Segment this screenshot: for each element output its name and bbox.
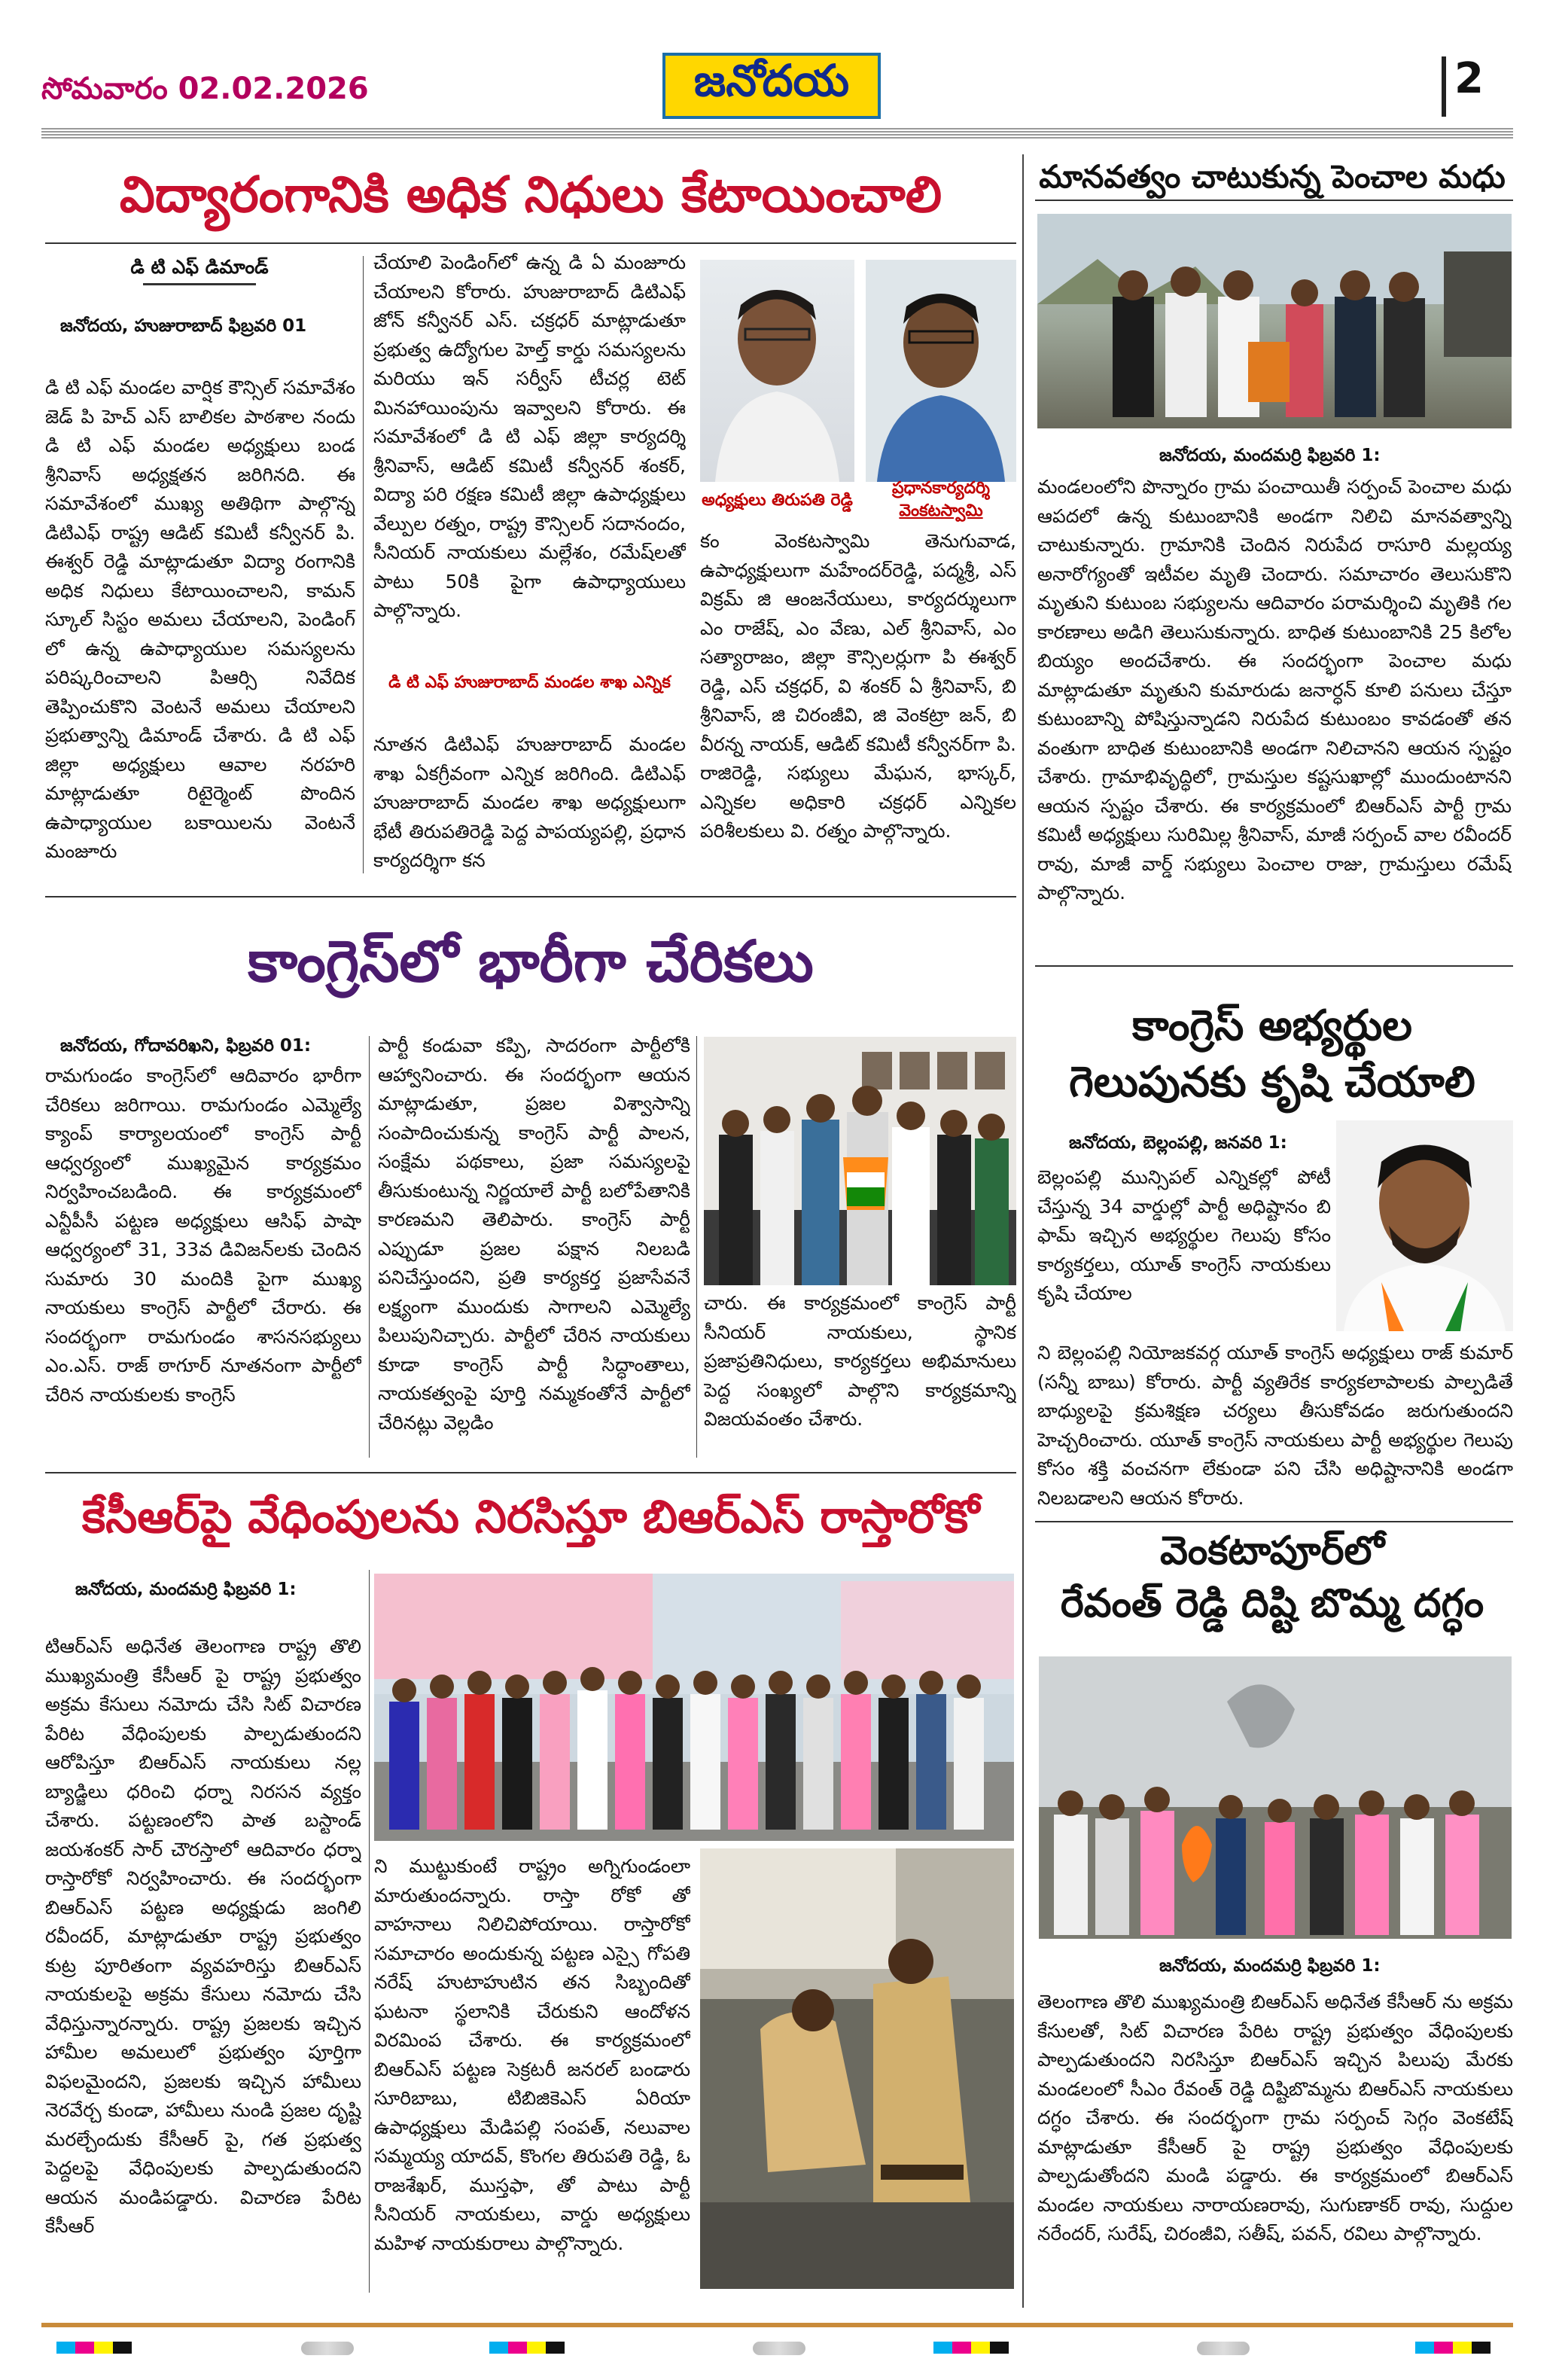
article4-portrait: [1336, 1120, 1513, 1331]
article3-headline: కాంగ్రెస్‌లో భారీగా చేరికలు: [248, 928, 814, 995]
article4-dateline: జనోదయ, బెల్లంపల్లి, జనవరి 1:: [1069, 1133, 1287, 1153]
col-rule: [363, 256, 364, 873]
column-divider: [1022, 154, 1024, 2308]
article5-dateline: జనోదయ, మందమర్రి ఫిబ్రవరి 1:: [75, 1580, 297, 1599]
col-rule: [696, 1036, 697, 1458]
registration-marks: [489, 2342, 565, 2354]
article1-headline: విద్యారంగానికి అధిక నిధులు కేటాయించాలి: [119, 166, 942, 224]
article6-dateline: జనోదయ, మందమర్రి ఫిబ్రవరి 1:: [1159, 1956, 1381, 1976]
portrait-secretary: [866, 260, 1016, 482]
registration-marks: [56, 2342, 132, 2354]
article1-col2: చేయాలి పెండింగ్‌లో ఉన్న డి ఏ మంజూరు చేయాలని కోరారు. హుజురాబాద్ డిటిఎఫ్ జోన్ కన్వీనర్ ఎస్. చక్రధర్ మాట్లాడుతూ ప్రభుత్వ ఉద్యోగుల హెల్త్ కార్డు సమస్యలను మరియు ఇన్ సర్వీస్ టీచర్ల టెట్ మినహాయింపును ఇవ్వాలని కోరారు. ఈ సమావేశంలో డి టి ఎఫ్ జిల్లా కార్యదర్శి శ్రీనివాస్, ఆడిట్ కమిటీ కన్వీనర్ శంకర్, విద్యా పరి రక్షణ కమిటీ జిల్లా ఉపాధ్యక్షులు వేల్పుల రత్నం, రాష్ట్ర కౌన్సిలర్ సదానందం, సీనియర్ నాయకులు మల్లేశం, రమేష్‌లతో పాటు 50కి పైగా ఉపాధ్యాయులు పాల్గొన్నారు.: [373, 251, 686, 621]
article1-col2b: నూతన డిటిఎఫ్ హుజురాబాద్ మండల శాఖ ఏకగ్రీవంగా ఎన్నిక జరిగింది. డిటిఎఫ్ హుజురాబాద్ మండల శాఖ అధ్యక్షులుగా భేటీ తిరుపతిరెడ్డి పెద్ద పాపయ్యపల్లి, ప్రధాన కార్యదర్శిగా కన: [373, 733, 686, 871]
article5-photo-group: [374, 1574, 1014, 1841]
page-number-divider: [1442, 56, 1446, 117]
page-number: 2: [1454, 54, 1484, 103]
article1-kicker: డి టి ఎఫ్ డిమాండ్: [130, 256, 269, 278]
article1-subhead: డి టి ఎఫ్ హుజురాబాద్ మండల శాఖ ఎన్నిక: [388, 673, 671, 692]
portrait-president: [700, 260, 854, 482]
article2-rule: [1035, 200, 1513, 201]
article1-col3: కం వెంకటస్వామి తెనుగువాడ, ఉపాధ్యక్షులుగా మహేందర్‌రెడ్డి, పద్మశ్రీ, ఎస్ విక్రమ్ జి ఆంజనేయులు, కార్యదర్శులుగా ఎం రాజేష్, ఎం వేణు, ఎల్ శ్రీనివాస్, ఎం సత్యారాజం, జిల్లా కౌన్సిలర్లుగా పి ఈశ్వర్ రెడ్డి, ఎస్ చక్రధర్, వి శంకర్ ఏ శ్రీనివాస్, బి శ్రీనివాస్, జి చిరంజీవి, జి వెంకట్రా జన్, బి వీరన్న నాయక్, ఆడిట్ కమిటీ కన్వీనర్‌గా పి. రాజిరెడ్డి, సభ్యులు మేఘన, భాస్కర్, ఎన్నికల అధికారి చక్రధర్ ఎన్నికల పరిశీలకులు వి. రత్నం పాల్గొన్నారు.: [700, 530, 1016, 842]
footer-rule: [41, 2323, 1513, 2327]
caption-president: అధ్యక్షులు తిరుపతి రెడ్డి: [702, 491, 853, 510]
header-date: సోమవారం 02.02.2026: [41, 72, 369, 106]
article5-photo-police: [700, 1848, 1014, 2289]
article6-photo: [1039, 1656, 1512, 1939]
registration-marks: [1415, 2342, 1491, 2354]
article3-col2: పార్టీ కండువా కప్పి, సాదరంగా పార్టీలోకి ఆహ్వానించారు. ఈ సందర్భంగా ఆయన మాట్లాడుతూ, ప్రజల విశ్వాసాన్ని సంపాదించుకున్న కాంగ్రెస్ పార్టీ పాలన, సంక్షేమ పథకాలు, ప్రజా సమస్యలపై తీసుకుంటున్న నిర్ణయాలే పార్టీ బలోపేతానికి కారణమని తెలిపారు. కాంగ్రెస్ పార్టీ ఎప్పుడూ ప్రజల పక్షాన నిలబడి పనిచేస్తుందని, ప్రతి కార్యకర్త ప్రజాసేవనే లక్ష్యంగా ముందుకు సాగాలని ఎమ్మెల్యే పిలుపునిచ్చారు. పార్టీలో చేరిన నాయకులు కూడా కాంగ్రెస్ పార్టీ సిద్ధాంతాలు, నాయకత్వంపై పూర్తి నమ్మకంతోనే పార్టీలో చేరినట్లు వెల్లడిం: [378, 1035, 690, 1434]
registration-marks: [933, 2342, 1009, 2354]
article6-headline-1: వెంకటాపూర్‌లో: [1159, 1528, 1385, 1574]
registration-pill: [753, 2342, 805, 2355]
article6-top-rule: [1035, 1521, 1513, 1522]
caption-secretary-name-wrap: [866, 501, 1016, 524]
article6-headline-2: రేవంత్ రెడ్డి దిష్టి బొమ్మ దగ్ధం: [1060, 1581, 1484, 1626]
article5-col2: ని ముట్టుకుంటే రాష్ట్రం అగ్నిగుండంలా మారుతుందన్నారు. రాస్తా రోకో తో వాహనాలు నిలిచిపోయాయి. రాస్తారోకో సమాచారం అందుకున్న పట్టణ ఎస్సై గోపతి నరేష్ హుటాహుటిన తన సిబ్బందితో ఘటనా స్థలానికి చేరుకుని ఆందోళన విరమింప చేశారు. ఈ కార్యక్రమంలో బిఆర్ఎస్ పట్టణ సెక్రటరీ జనరల్ బండారు సూరిబాబు, టిబిజికెఎస్ ఏరియా ఉపాధ్యక్షులు మేడిపల్లి సంపత్, నలువాల సమ్మయ్య యాదవ్, కొంగల తిరుపతి రెడ్డి, ఓ రాజశేఖర్, ముస్తఫా, తో పాటు పార్టీ సీనియర్ నాయకులు, వార్డు అధ్యక్షులు మహిళ నాయకురాలు పాల్గొన్నారు.: [374, 1855, 690, 2254]
article2-dateline: జనోదయ, మందమర్రి ఫిబ్రవరి 1:: [1159, 446, 1381, 465]
header-rule: [41, 128, 1513, 139]
article5-headline: కేసీఆర్‌పై వేధింపులను నిరసిస్తూ బిఆర్ఎస్ రాస్తారోకో: [81, 1491, 980, 1543]
caption-secretary-name: వెంకటస్వామి: [899, 501, 983, 520]
article4-headline-2: గెలుపునకు కృషి చేయాలి: [1069, 1058, 1475, 1107]
section-rule-2: [45, 1472, 1016, 1473]
article1-col1: డి టి ఎఫ్ మండల వార్షిక కౌన్సిల్ సమావేశం జెడ్ పి హెచ్ ఎస్ బాలికల పాఠశాల నందు డి టి ఎఫ్ మండల అధ్యక్షులు బండ శ్రీనివాస్ అధ్యక్షతన జరిగినది. ఈ సమావేశంలో ముఖ్య అతిథిగా పాల్గొన్న డిటిఎఫ్ రాష్ట్ర ఆడిట్ కమిటీ కన్వీనర్ పి. ఈశ్వర్ రెడ్డి మాట్లాడుతూ విద్యా రంగానికి అధిక నిధులు కేటాయించాలని, కామన్ స్కూల్ సిస్టం అమలు చేయాలని, పెండింగ్ లో ఉన్న ఉపాధ్యాయుల సమస్యలను పరిష్కరించాలని పిఆర్సి నివేదిక తెప్పించుకొని వెంటనే అమలు చేయాలని ప్రభుత్వాన్ని డిమాండ్ చేశారు. డి టి ఎఫ్ జిల్లా అధ్యక్షులు ఆవాల నరహరి మాట్లాడుతూ రిటైర్మెంట్ పొందిన ఉపాధ్యాయుల బకాయిలను వెంటనే మంజూరు: [45, 376, 355, 862]
article4-body-bottom: ని బెల్లంపల్లి నియోజకవర్గ యూత్ కాంగ్రెస్ అధ్యక్షులు రాజ్ కుమార్ (సన్నీ బాబు) కోరారు. పార్టీ వ్యతిరేక కార్యకలాపాలకు పాల్పడితే బాధ్యులపై క్రమశిక్షణ చర్యలు తీసుకోవడం జరుగుతుందని హెచ్చరించారు. యూత్ కాంగ్రెస్ నాయకులు పార్టీ అభ్యర్థుల గెలుపు కోసం శక్తి వంచనగా లేకుండా పని చేసి అధిష్టానానికి అండగా నిలబడాలని ఆయన కోరారు.: [1037, 1342, 1513, 1509]
article4-body-top: బెల్లంపల్లి మున్సిపల్ ఎన్నికల్లో పోటీ చేస్తున్న 34 వార్డుల్లో పార్టీ అధిష్టానం బి ఫామ్ ఇచ్చిన అభ్యర్థుల గెలుపు కోసం కార్యకర్తలు, యూత్ కాంగ్రెస్ నాయకులు కృషి చేయాల: [1037, 1166, 1331, 1304]
article6-body: తెలంగాణ తొలి ముఖ్యమంత్రి బిఆర్ఎస్ అధినేత కేసీఆర్ ను అక్రమ కేసులతో, సిట్ విచారణ పేరిట రాష్ట్ర ప్రభుత్వం వేధింపులకు పాల్పడుతుందని నిరసిస్తూ బిఆర్ఎస్ ఇచ్చిన పిలుపు మేరకు మండలంలో సీఎం రేవంత్ రెడ్డి దిష్టిబొమ్మను బిఆర్ఎస్ నాయకులు దగ్ధం చేశారు. ఈ సందర్భంగా గ్రామ సర్పంచ్ సెగ్గం వెంకటేష్ మాట్లాడుతూ కేసీఆర్ పై రాష్ట్ర ప్రభుత్వం వేధింపులకు పాల్పడుతోందని మండి పడ్డారు. ఈ కార్యక్రమంలో బిఆర్ఎస్ మండల నాయకులు నారాయణరావు, సుగుణాకర్ రావు, సుద్దుల నరేందర్, సురేష్, చిరంజీవి, సతీష్, పవన్, రవిలు పాల్గొన్నారు.: [1037, 1991, 1513, 2244]
article2-headline: మానవత్వం చాటుకున్న పెంచాల మధు: [1039, 158, 1506, 195]
kicker-underline: [143, 283, 256, 285]
article3-col1: రామగుండం కాంగ్రెస్‌లో ఆదివారం భారీగా చేరికలు జరిగాయి. రామగుండం ఎమ్మెల్యే క్యాంప్ కార్యాలయంలో కాంగ్రెస్ పార్టీ ఆధ్వర్యంలో ముఖ్యమైన కార్యక్రమం నిర్వహించబడింది. ఈ కార్యక్రమంలో ఎన్టీపీసీ పట్టణ అధ్యక్షులు ఆసిఫ్ పాషా ఆధ్వర్యంలో 31, 33వ డివిజన్‌లకు చెందిన సుమారు 30 మందికి పైగా ముఖ్య నాయకులు కాంగ్రెస్ పార్టీలో చేరారు. ఈ సందర్భంగా రామగుండం శాసనసభ్యులు ఎం.ఎస్. రాజ్ ఠాగూర్ నూతనంగా పార్టీలో చేరిన నాయకులకు కాంగ్రెస్: [45, 1065, 361, 1406]
article2-photo: [1037, 214, 1512, 428]
article2-body: మండలంలోని పొన్నారం గ్రామ పంచాయితీ సర్పంచ్ పెంచాల మధు ఆపదలో ఉన్న కుటుంబానికి అండగా నిలిచి మానవత్వాన్ని చాటుకున్నారు. గ్రామానికి చెందిన నిరుపేద రాసూరి మల్లయ్య అనారోగ్యంతో ఇటీవల మృతి చెందారు. సమాచారం తెలుసుకొని మృతుని కుటుంబ సభ్యులను ఆదివారం పరామర్శించి మృతికి గల కారణాలు అడిగి తెలుసుకున్నారు. బాధిత కుటుంబానికి 25 కిలోల బియ్యం అందచేశారు. ఈ సందర్భంగా పెంచాల మధు మాట్లాడుతూ మృతుని కుమారుడు జనార్ధన్ కూలి పనులు చేస్తూ కుటుంబాన్ని పోషిస్తున్నాడని నిరుపేద కుటుంబం కావడంతో తన వంతుగా బాధిత కుటుంబానికి అండగా నిలిచానని ఆయన స్పష్టం చేశారు. గ్రామాభివృద్ధిలో, గ్రామస్తుల కష్టసుఖాల్లో ముందుంటానని ఆయన స్పష్టం చేశారు. ఈ కార్యక్రమంలో బిఆర్ఎస్ పార్టీ గ్రామ కమిటీ అధ్యక్షులు సురిమిల్ల శ్రీనివాస్, మాజీ సర్పంచ్ వాల రవీందర్ రావు, మాజీ వార్డ్ సభ్యులు పెంచాల రాజు, గ్రామస్తులు రమేష్ పాల్గొన్నారు.: [1037, 476, 1512, 904]
article3-dateline: జనోదయ, గోదావరిఖని, ఫిబ్రవరి 01:: [60, 1036, 312, 1056]
article1-dateline: జనోదయ, హుజురాబాద్ ఫిబ్రవరి 01: [60, 316, 307, 336]
section-rule-1: [45, 896, 1016, 897]
col-rule: [369, 1570, 370, 2293]
article3-photo: [704, 1037, 1016, 1285]
article4-headline-1: కాంగ్రెస్ అభ్యర్థుల: [1132, 1001, 1412, 1050]
masthead-logo: జనోదయ: [662, 53, 881, 119]
registration-pill: [1197, 2342, 1250, 2355]
caption-secretary-title: ప్రధానకార్యదర్శి: [892, 479, 990, 498]
article1-rule: [45, 242, 1016, 244]
registration-pill: [301, 2342, 354, 2355]
col-rule: [369, 1036, 370, 1458]
article4-top-rule: [1035, 965, 1513, 967]
article5-col1: టిఆర్ఎస్ అధినేత తెలంగాణ రాష్ట్ర తొలి ముఖ్యమంత్రి కేసీఆర్ పై రాష్ట్ర ప్రభుత్వం అక్రమ కేసులు నమోదు చేసి సిట్ విచారణ పేరిట వేధింపులకు పాల్పడుతుందని ఆరోపిస్తూ బిఆర్ఎస్ నాయకులు నల్ల బ్యాడ్జిలు ధరించి ధర్నా నిరసన వ్యక్తం చేశారు. పట్టణంలోని పాత బస్టాండ్ జయశంకర్ సార్ చౌరస్తాలో ఆదివారం ధర్నా రాస్తారోకో నిర్వహించారు. ఈ సందర్భంగా బిఆర్ఎస్ పట్టణ అధ్యక్షుడు జంగిలి రవీందర్, మాట్లాడుతూ రాష్ట్ర ప్రభుత్వం కుట్ర పూరితంగా వ్యవహరిస్తు బిఆర్ఎస్ నాయకులపై అక్రమ కేసులు నమోదు చేసి వేధిస్తున్నారన్నారు. రాష్ట్ర ప్రజలకు ఇచ్చిన హామీల అమలులో ప్రభుత్వం పూర్తిగా విఫలమైందని, ప్రజలకు ఇచ్చిన హామీలు నెరవేర్చ కుండా, హామీలు నుండి ప్రజల దృష్టి మరల్చేందుకు కేసీఆర్ పై, గత ప్రభుత్వ పెద్దలపై వేధింపులకు పాల్పడుతుందని ఆయన మండిపడ్డారు. విచారణ పేరిట కేసీఆర్: [45, 1635, 361, 2237]
article3-col3: చారు. ఈ కార్యక్రమంలో కాంగ్రెస్ పార్టీ సీనియర్ నాయకులు, స్థానిక ప్రజాప్రతినిధులు, కార్యకర్తలు అభిమానులు పెద్ద సంఖ్యలో పాల్గొని కార్యక్రమాన్ని విజయవంతం చేశారు.: [704, 1292, 1016, 1430]
